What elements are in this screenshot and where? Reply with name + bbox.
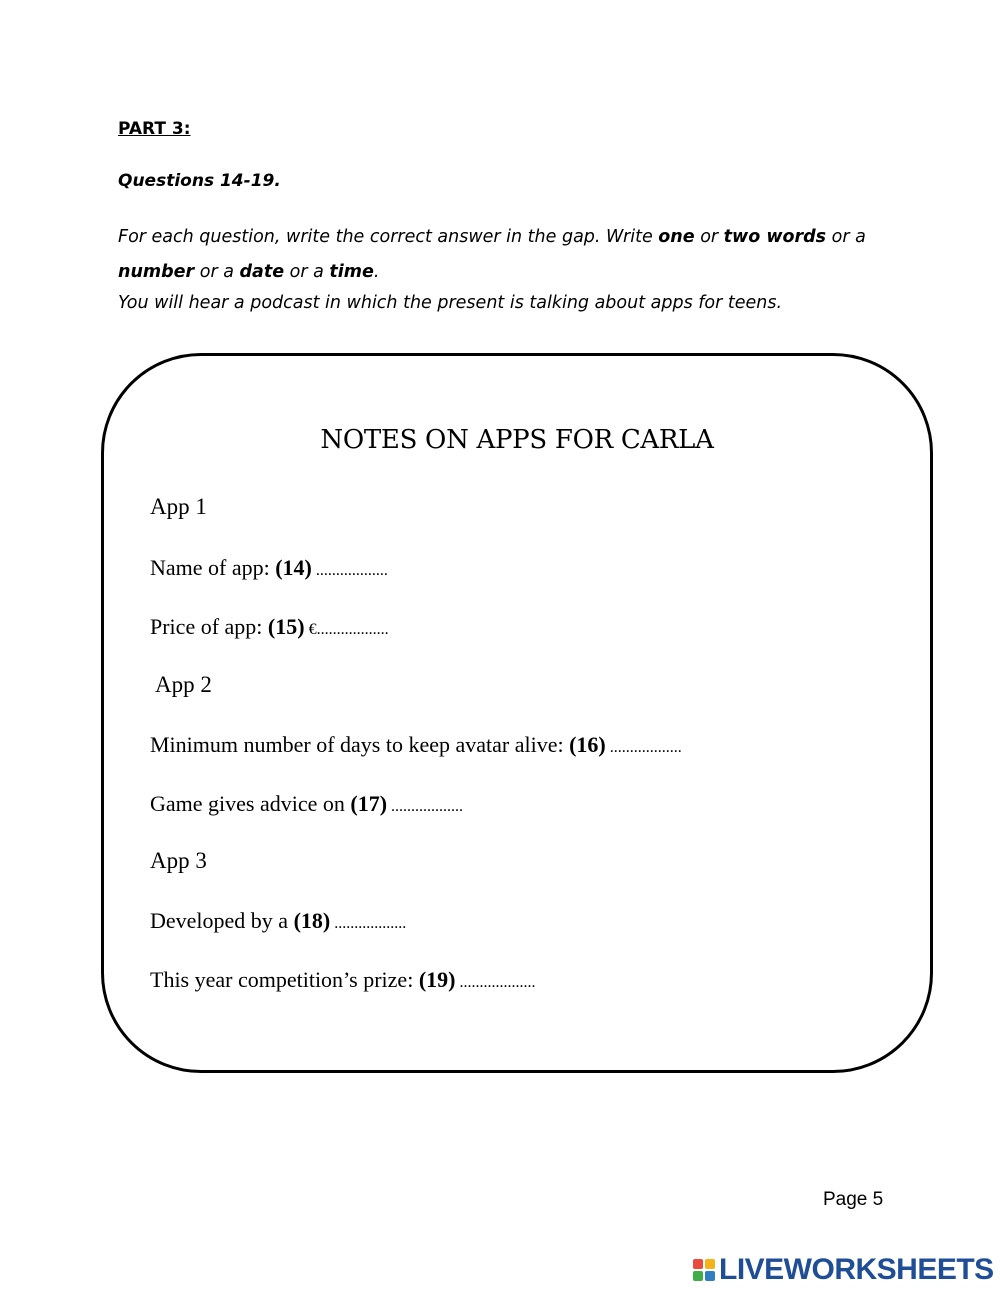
instructions-emphasis-date: date bbox=[239, 262, 285, 282]
instructions-text: . bbox=[373, 262, 380, 282]
question-number: (17) bbox=[350, 791, 388, 816]
logo-square-e bbox=[705, 1271, 715, 1281]
instructions-text: or a bbox=[826, 227, 866, 247]
notes-title: NOTES ON APPS FOR CARLA bbox=[320, 425, 714, 455]
question-label: Name of app: bbox=[150, 555, 276, 580]
instructions-text: For each question, write the correct answer in the gap. Write bbox=[118, 227, 659, 247]
question-label: Price of app: bbox=[150, 614, 268, 639]
instructions-emphasis-number: number bbox=[118, 262, 195, 282]
app3-heading: App 3 bbox=[150, 848, 207, 873]
question-number: (15) bbox=[267, 614, 305, 639]
question-label: Game gives advice on bbox=[150, 791, 351, 816]
answer-gap-16[interactable]: .................. bbox=[605, 739, 682, 756]
question-14 bbox=[150, 555, 388, 581]
instructions-emphasis-two-words: two words bbox=[723, 227, 827, 247]
instructions-text: or bbox=[694, 227, 724, 247]
question-19 bbox=[150, 967, 535, 993]
part-title: PART 3: bbox=[118, 119, 191, 139]
question-18 bbox=[150, 908, 406, 934]
app2-heading: App 2 bbox=[155, 672, 212, 697]
logo-square-v bbox=[693, 1271, 703, 1281]
question-number: (14) bbox=[275, 555, 312, 580]
logo-text: LIVEWORKSHEETS bbox=[719, 1253, 994, 1286]
question-16 bbox=[150, 732, 682, 758]
answer-gap-19[interactable]: ................... bbox=[455, 974, 536, 991]
question-number: (18) bbox=[293, 908, 331, 933]
listening-context: You will hear a podcast in which the present is talking about apps for teens. bbox=[118, 293, 783, 313]
instructions-text: or a bbox=[284, 262, 330, 282]
answer-gap-15[interactable]: €.................. bbox=[304, 621, 389, 638]
logo-square-l bbox=[693, 1259, 703, 1269]
page-number: Page 5 bbox=[823, 1189, 884, 1210]
app1-heading: App 1 bbox=[150, 494, 207, 519]
question-label: Developed by a bbox=[150, 908, 294, 933]
instructions bbox=[118, 220, 918, 290]
instructions-emphasis-time: time bbox=[329, 262, 374, 282]
liveworksheets-logo-icon bbox=[693, 1259, 715, 1281]
question-label: This year competition’s prize: bbox=[150, 967, 419, 992]
instructions-emphasis-one: one bbox=[658, 227, 695, 247]
question-label: Minimum number of days to keep avatar alive: bbox=[150, 732, 570, 757]
answer-gap-18[interactable]: .................. bbox=[330, 915, 407, 932]
notes-box bbox=[101, 353, 933, 1073]
logo-square-i bbox=[705, 1259, 715, 1269]
question-number: (16) bbox=[569, 732, 606, 757]
answer-gap-17[interactable]: .................. bbox=[387, 798, 464, 815]
instructions-text: or a bbox=[194, 262, 240, 282]
question-number: (19) bbox=[418, 967, 456, 992]
question-15 bbox=[150, 614, 389, 640]
question-17 bbox=[150, 791, 463, 817]
answer-gap-14[interactable]: .................. bbox=[311, 562, 388, 579]
questions-range: Questions 14-19. bbox=[118, 171, 281, 191]
liveworksheets-logo[interactable] bbox=[693, 1253, 994, 1287]
